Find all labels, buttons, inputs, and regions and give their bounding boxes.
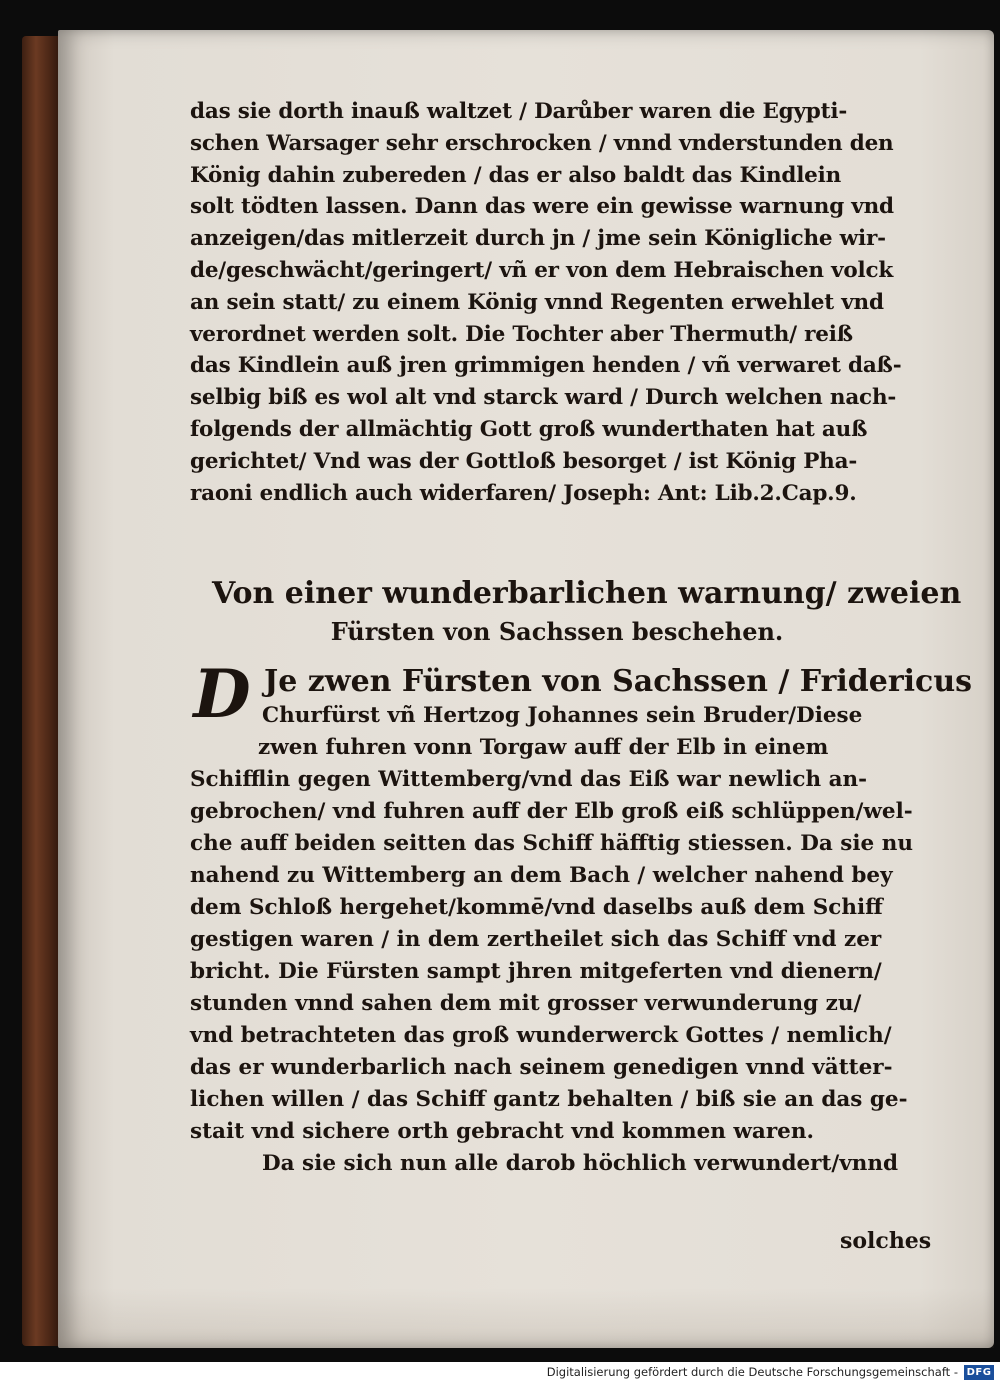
text-line: gebrochen/ vnd fuhren auff der Elb groß eiß schlüppen/wel- xyxy=(190,799,913,824)
drop-cap-initial: D xyxy=(193,655,251,733)
text-line: raoni endlich auch widerfaren/ Joseph: Ant: Lib.2.Cap.9. xyxy=(190,480,857,506)
text-line: selbig biß es wol alt vnd starck ward / Durch welchen nach- xyxy=(190,385,897,411)
text-line: de/geschwächt/geringert/ vñ er von dem Hebraischen volck xyxy=(190,257,894,283)
text-line: che auff beiden seitten das Schiff häfftig stiessen. Da sie nu xyxy=(190,831,913,856)
text-line: stait vnd sichere orth gebracht vnd kommen waren. xyxy=(190,1119,814,1144)
section-body xyxy=(190,655,973,1180)
text-line: solt tödten lassen. Dann das were ein gewisse warnung vnd xyxy=(190,194,894,220)
text-line: das er wunderbarlich nach seinem genedigen vnnd vätter- xyxy=(190,1055,893,1080)
text-line: dem Schloß hergehet/kommē/vnd daselbs auß dem Schiff xyxy=(190,895,883,920)
text-line: verordnet werden solt. Die Tochter aber Thermuth/ reiß xyxy=(190,321,853,347)
text-line: vnd betrachteten das groß wunderwerck Gottes / nemlich/ xyxy=(190,1023,892,1048)
text-line: Schifflin gegen Wittemberg/vnd das Eiß war newlich an- xyxy=(190,767,868,792)
heading-line-1: Von einer wunderbarlichen warnung/ zweien xyxy=(212,576,962,611)
text-line: bricht. Die Fürsten sampt jhren mitgeferten vnd dienern/ xyxy=(190,959,882,984)
indented-line: Churfürst vñ Hertzog Johannes sein Bruder/Diese xyxy=(262,703,863,728)
text-line: gerichtet/ Vnd was der Gottloß besorget / ist König Pha- xyxy=(190,448,858,474)
section-heading xyxy=(212,574,962,650)
heading-line-2: Fürsten von Sachssen beschehen. xyxy=(330,617,784,646)
text-line: König dahin zubereden / das er also baldt das Kindlein xyxy=(190,162,842,188)
text-line: nahend zu Wittemberg an dem Bach / welcher nahend bey xyxy=(190,863,893,888)
text-line: an sein statt/ zu einem König vnnd Regenten erwehlet vnd xyxy=(190,289,884,315)
text-line: stunden vnnd sahen dem mit grosser verwunderung zu/ xyxy=(190,991,862,1016)
book-spine-edge xyxy=(22,36,62,1346)
text-line: schen Warsager sehr erschrocken / vnnd vnderstunden den xyxy=(190,130,894,156)
second-paragraph-line: Da sie sich nun alle darob höchlich verwundert/vnnd xyxy=(262,1151,899,1176)
text-line: folgends der allmächtig Gott groß wunderthaten hat auß xyxy=(190,416,868,442)
text-line: anzeigen/das mitlerzeit durch jn / jme sein Königliche wir- xyxy=(190,226,886,252)
top-paragraph xyxy=(190,96,900,509)
first-line: Je zwen Fürsten von Sachssen / Fridericus xyxy=(264,664,973,699)
catchword: solches xyxy=(840,1228,932,1254)
dfg-logo: DFG xyxy=(964,1365,994,1380)
funding-credit: Digitalisierung gefördert durch die Deutsche Forschungsgemeinschaft - xyxy=(546,1365,958,1379)
indented-line: zwen fuhren vonn Torgaw auff der Elb in einem xyxy=(258,735,829,760)
text-line: das Kindlein auß jren grimmigen henden / vñ verwaret daß- xyxy=(190,353,902,379)
text-line: das sie dorth inauß waltzet / Darůber waren die Egypti- xyxy=(190,99,848,124)
text-line: gestigen waren / in dem zertheilet sich das Schiff vnd zer xyxy=(190,927,882,952)
footer-bar xyxy=(0,1362,1000,1384)
text-line: lichen willen / das Schiff gantz behalten / biß sie an das ge- xyxy=(190,1087,908,1112)
